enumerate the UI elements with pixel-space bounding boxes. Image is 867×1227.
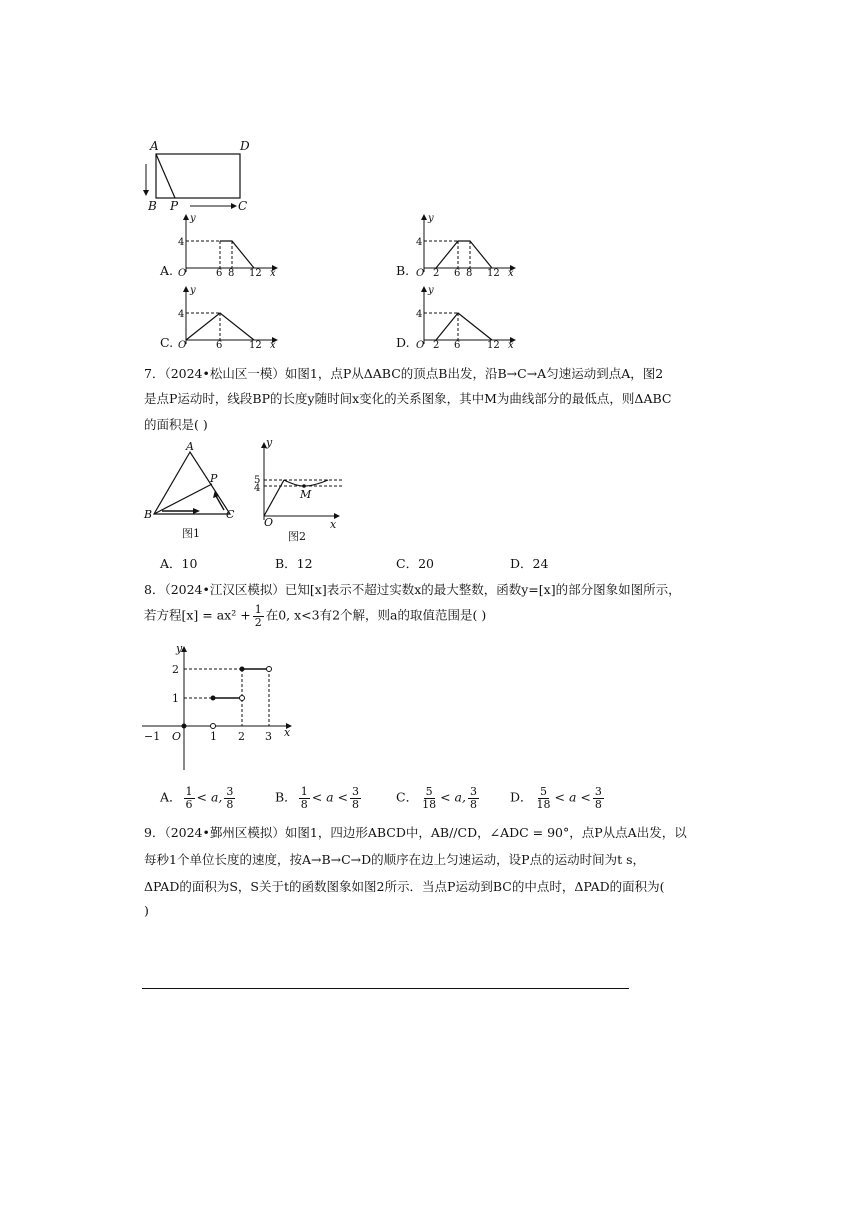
q8-option-d: D． $\frac{5}{18}$ < a < $\frac{3}{8}$ <box>510 785 602 811</box>
svg-text:x: x <box>330 518 337 531</box>
svg-text:x: x <box>508 340 514 350</box>
q6-option-d-letter: D. <box>396 335 410 350</box>
svg-text:4: 4 <box>178 237 185 248</box>
q8-option-b: B． $\frac{1}{8}$ < a < $\frac{3}{8}$ <box>275 785 360 811</box>
svg-text:y: y <box>190 285 196 296</box>
q9-text-line-4: ) <box>144 903 149 918</box>
svg-text:1: 1 <box>210 730 217 743</box>
svg-text:6: 6 <box>454 268 461 278</box>
svg-text:x: x <box>270 340 276 350</box>
svg-text:y: y <box>266 436 273 449</box>
svg-text:12: 12 <box>249 268 262 278</box>
svg-text:A: A <box>186 440 194 453</box>
svg-text:C: C <box>226 508 235 521</box>
q7-option-a: A．10 <box>160 556 198 571</box>
svg-text:6: 6 <box>216 268 223 278</box>
svg-text:5: 5 <box>254 475 261 486</box>
q9-text-line-3: ΔPAD的面积为S，S关于t的函数图象如图2所示．当点P运动到BC的中点时，ΔPAD的面积为( <box>144 879 665 894</box>
svg-text:M: M <box>300 488 312 501</box>
q6-option-a-graph <box>172 212 282 278</box>
svg-text:3: 3 <box>265 730 272 743</box>
q7-option-c: C．20 <box>396 556 434 571</box>
svg-text:y: y <box>190 213 196 224</box>
svg-text:4: 4 <box>254 483 261 494</box>
q8-option-a: A． $\frac{1}{6}$ < a, $\frac{3}{8}$ <box>160 785 234 811</box>
vertex-b-label: B <box>148 199 157 213</box>
q9-text-line-2: 每秒1个单位长度的速度，按A→B→C→D的顺序在边上匀速运动，设P点的运动时间为t s， <box>144 852 645 867</box>
footer-divider <box>142 988 629 989</box>
q7-text-line-3: 的面积是( ) <box>144 417 208 432</box>
q7-figure-1-triangle <box>140 440 240 545</box>
svg-text:x: x <box>508 268 514 278</box>
svg-text:6: 6 <box>216 340 223 350</box>
svg-text:6: 6 <box>454 340 461 350</box>
svg-text:8: 8 <box>228 268 235 278</box>
svg-text:x: x <box>270 268 276 278</box>
svg-text:O: O <box>172 730 182 743</box>
vertex-c-label: C <box>238 199 248 213</box>
q6-option-d-graph <box>410 284 522 350</box>
q6-option-a-letter: A. <box>160 263 174 278</box>
figure-1-caption: 图1 <box>182 527 200 540</box>
svg-text:2: 2 <box>238 730 245 743</box>
svg-text:y: y <box>428 285 434 296</box>
svg-text:2: 2 <box>433 340 440 350</box>
svg-text:4: 4 <box>178 309 185 320</box>
q7-option-b: B．12 <box>275 556 313 571</box>
svg-text:y: y <box>428 213 434 224</box>
q7-figure-2-graph <box>248 436 348 548</box>
q8-option-c: C． $\frac{5}{18}$ < a, $\frac{3}{8}$ <box>396 785 477 811</box>
point-p-label: P <box>170 199 179 213</box>
svg-text:2: 2 <box>172 663 179 676</box>
svg-text:B: B <box>144 508 153 521</box>
q8-text-line-2: 若方程[x] = ax² + $\frac{1}{2}$ 在0, x<3有2个解，则a的取值范围是( ) <box>144 603 487 629</box>
svg-text:O: O <box>416 340 425 350</box>
q6-option-b-graph <box>410 212 522 278</box>
q7-option-d: D．24 <box>510 556 549 571</box>
q7-text-line-1: 7．（2024•松山区一模）如图1，点P从ΔABC的顶点B出发，沿B→C→A匀速运动到点A，图2 <box>144 366 664 381</box>
q8-text-line-1: 8．（2024•江汉区模拟）已知[x]表示不超过实数x的最大整数，函数y=[x]的部分图象如图所示， <box>144 582 681 597</box>
q9-text-line-1: 9．（2024•鄞州区模拟）如图1，四边形ABCD中，AB//CD，∠ADC = 90°，点P从点A出发，以 <box>144 825 687 840</box>
svg-text:12: 12 <box>249 340 262 350</box>
svg-text:O: O <box>264 516 274 529</box>
svg-text:P: P <box>210 472 218 485</box>
svg-text:2: 2 <box>433 268 440 278</box>
svg-text:12: 12 <box>487 268 500 278</box>
svg-text:O: O <box>416 268 425 278</box>
svg-text:x: x <box>284 726 291 739</box>
q6-option-c-letter: C. <box>160 335 174 350</box>
svg-text:O: O <box>178 340 187 350</box>
svg-text:−1: −1 <box>144 730 161 743</box>
svg-text:y: y <box>176 642 183 655</box>
svg-text:8: 8 <box>466 268 473 278</box>
q8-floor-function-graph <box>138 640 298 775</box>
svg-text:12: 12 <box>487 340 500 350</box>
svg-text:O: O <box>178 268 187 278</box>
svg-text:4: 4 <box>416 237 423 248</box>
vertex-d-label: D <box>240 139 250 153</box>
q6-option-b-letter: B. <box>396 263 410 278</box>
svg-text:1: 1 <box>172 692 179 705</box>
svg-text:4: 4 <box>416 309 423 320</box>
vertex-a-label: A <box>150 139 159 153</box>
q6-rectangle-figure <box>138 138 268 216</box>
q6-option-c-graph <box>172 284 282 350</box>
q7-text-line-2: 是点P运动时，线段BP的长度y随时间x变化的关系图象，其中M为曲线部分的最低点，则ΔABC <box>144 391 672 406</box>
figure-2-caption: 图2 <box>288 530 306 543</box>
